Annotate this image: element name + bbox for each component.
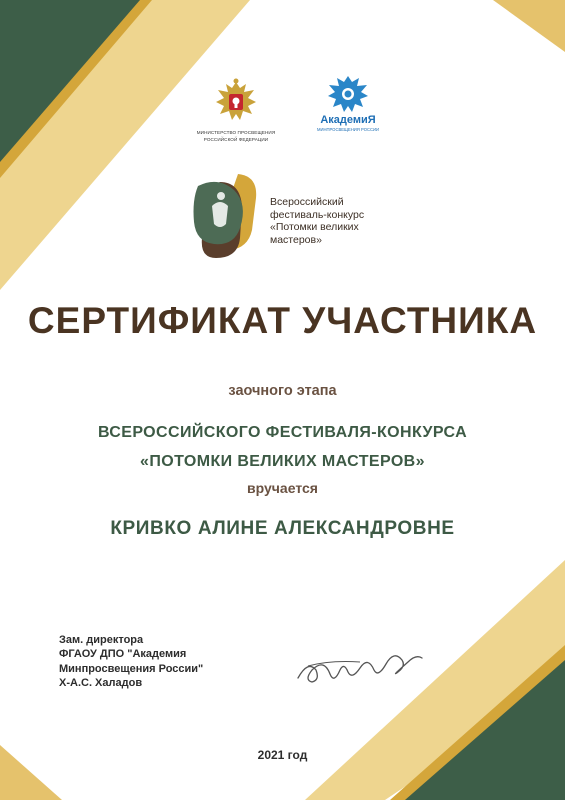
signer-position: Зам. директора: [59, 634, 144, 646]
potter-icon: [190, 168, 270, 263]
academy-logo: [308, 72, 388, 132]
stage-text: заочного этапа: [228, 383, 337, 399]
ministry-caption-line1: МИНИСТЕРСТВО ПРОСВЕЩЕНИЯ: [196, 130, 276, 135]
festival-logo-text: [270, 196, 390, 246]
festival-logo-line4: мастеров»: [270, 233, 322, 246]
festival-logo-line1: Всероссийский: [270, 196, 344, 208]
signer-organization-line1: ФГАОУ ДПО "Академия: [59, 648, 187, 661]
festival-logo-line3: «Потомки великих: [270, 221, 359, 233]
coat-of-arms-icon: [210, 76, 262, 128]
festival-logo: [190, 168, 390, 263]
handwritten-signature: [290, 640, 430, 690]
certificate-title: СЕРТИФИКАТ УЧАСТНИКА: [27, 300, 538, 341]
corner-gold-top-right: [493, 0, 565, 52]
festival-logo-line2: фестиваль-конкурс: [270, 208, 365, 221]
eagle-emblem-icon: [324, 72, 372, 116]
header-logos: [0, 70, 565, 150]
academy-wordmark: АкадемиЯ: [320, 114, 376, 126]
signer-organization-line2: Минпросвещения России": [59, 662, 204, 675]
academy-caption: МИНПРОСВЕЩЕНИЯ РОССИИ: [316, 127, 380, 132]
certificate-year: 2021 год: [257, 748, 308, 762]
ministry-caption-line2: РОССИЙСКОЙ ФЕДЕРАЦИИ: [203, 137, 269, 143]
signer-name: Х-А.С. Халадов: [59, 677, 143, 690]
recipient-name: КРИВКО АЛИНЕ АЛЕКСАНДРОВНЕ: [110, 518, 455, 539]
ministry-logo: [196, 76, 276, 142]
signer-block: [59, 633, 279, 691]
festival-name-line2: «ПОТОМКИ ВЕЛИКИХ МАСТЕРОВ»: [140, 453, 425, 470]
awarded-text: вручается: [247, 480, 318, 496]
festival-name-line1: ВСЕРОССИЙСКОГО ФЕСТИВАЛЯ-КОНКУРСА: [97, 424, 468, 441]
